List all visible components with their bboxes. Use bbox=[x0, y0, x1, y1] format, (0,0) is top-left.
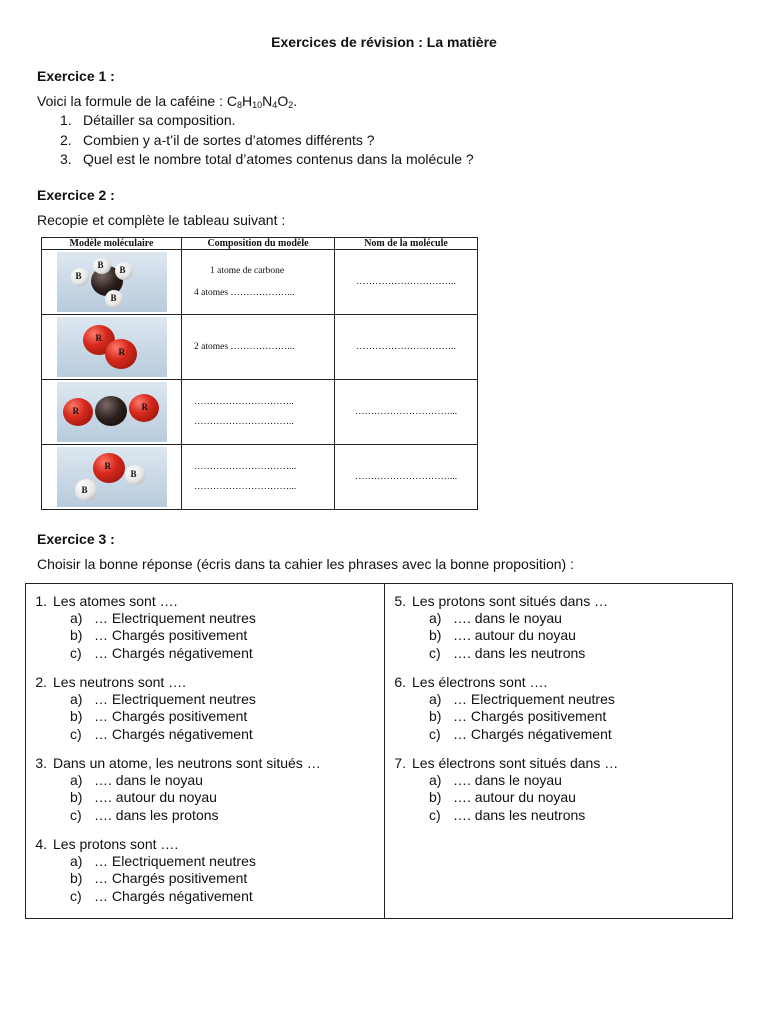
option-letter: b) bbox=[429, 789, 442, 806]
formula-subscript: 4 bbox=[272, 100, 278, 110]
composition-line: 4 atomes ………………... bbox=[194, 288, 295, 298]
composition-cell bbox=[182, 315, 335, 380]
list-number: 2. bbox=[60, 131, 72, 148]
exercise-2-heading: Exercice 2 : bbox=[37, 187, 115, 203]
atom-label: B bbox=[81, 485, 88, 495]
question-number: 6. bbox=[394, 674, 406, 690]
table-header: Nom de la molécule bbox=[335, 238, 478, 250]
answer-option bbox=[384, 726, 615, 743]
page-title: Exercices de révision : La matière bbox=[271, 34, 497, 50]
answer-option bbox=[25, 807, 321, 824]
name-cell: ………………………….. bbox=[335, 250, 478, 315]
question-text: Dans un atome, les neutrons sont situés … bbox=[53, 755, 321, 771]
molecule-image-cell bbox=[42, 315, 182, 380]
option-text: … Electriquement neutres bbox=[453, 691, 615, 708]
answer-option bbox=[384, 789, 618, 806]
atom-label: R bbox=[141, 402, 148, 412]
qcm-question bbox=[384, 593, 608, 662]
option-letter: c) bbox=[429, 644, 441, 661]
qcm-question bbox=[25, 593, 256, 662]
table-row bbox=[42, 250, 478, 315]
list-item bbox=[60, 111, 474, 131]
option-letter: a) bbox=[70, 691, 83, 708]
formula-symbol: N bbox=[262, 93, 273, 109]
answer-option bbox=[25, 645, 256, 662]
option-text: … Chargés positivement bbox=[453, 708, 607, 725]
composition-cell bbox=[182, 250, 335, 315]
question-text: Les protons sont …. bbox=[53, 836, 179, 852]
molecule-image-cell bbox=[42, 445, 182, 510]
option-text: … Chargés négativement bbox=[453, 725, 612, 742]
list-number: 3. bbox=[60, 151, 72, 167]
list-item bbox=[60, 150, 474, 170]
option-text: …. dans le noyau bbox=[453, 772, 562, 789]
name-cell: …………………………... bbox=[335, 380, 478, 445]
table-row bbox=[42, 315, 478, 380]
qcm-question bbox=[25, 755, 321, 824]
qcm-question bbox=[25, 836, 256, 905]
list-number: 1. bbox=[60, 112, 72, 128]
option-letter: c) bbox=[429, 725, 441, 742]
answer-option bbox=[25, 888, 256, 905]
atom-label: R bbox=[118, 347, 125, 357]
answer-option bbox=[25, 853, 256, 870]
option-letter: b) bbox=[70, 789, 83, 806]
answer-option bbox=[384, 708, 615, 725]
option-letter: c) bbox=[70, 725, 82, 742]
option-letter: a) bbox=[429, 610, 442, 627]
formula-symbol: . bbox=[293, 93, 298, 109]
qcm-question bbox=[384, 674, 615, 743]
option-text: … Chargés positivement bbox=[94, 627, 248, 644]
option-letter: c) bbox=[70, 887, 82, 904]
answer-option bbox=[25, 726, 256, 743]
question-text: Les électrons sont situés dans … bbox=[412, 755, 619, 771]
answer-option bbox=[25, 772, 321, 789]
atom-label: B bbox=[110, 293, 117, 303]
composition-line: ………………………….. bbox=[194, 397, 294, 407]
exercise-2-intro: Recopie et complète le tableau suivant : bbox=[37, 212, 286, 228]
question-text: Les atomes sont …. bbox=[53, 593, 178, 609]
atom-label: R bbox=[95, 333, 102, 343]
option-text: …. dans les protons bbox=[94, 806, 219, 823]
atom-label: B bbox=[119, 265, 126, 275]
composition-line: …………………………... bbox=[194, 482, 297, 492]
option-letter: c) bbox=[70, 806, 82, 823]
option-text: … Chargés positivement bbox=[94, 708, 248, 725]
atom-label: B bbox=[75, 271, 82, 281]
answer-option bbox=[25, 610, 256, 627]
answer-option bbox=[25, 789, 321, 806]
table-header-row bbox=[42, 238, 478, 250]
molecule-image-cell bbox=[42, 250, 182, 315]
option-text: … Chargés négativement bbox=[94, 644, 253, 661]
caffeine-formula bbox=[227, 93, 297, 109]
answer-option bbox=[25, 627, 256, 644]
composition-cell bbox=[182, 445, 335, 510]
molecule-image-cell bbox=[42, 380, 182, 445]
formula-symbol: O bbox=[277, 93, 289, 109]
carbon-dioxide-model-image bbox=[57, 382, 167, 442]
option-text: …. dans les neutrons bbox=[453, 644, 586, 661]
option-text: … Electriquement neutres bbox=[94, 853, 256, 870]
atom-label: B bbox=[130, 469, 137, 479]
option-letter: a) bbox=[429, 691, 442, 708]
question-number: 7. bbox=[394, 755, 406, 771]
water-model-image bbox=[57, 447, 167, 507]
option-letter: b) bbox=[429, 627, 442, 644]
atom-label: B bbox=[97, 260, 104, 270]
option-text: …. autour du noyau bbox=[453, 789, 576, 806]
question-number: 2. bbox=[35, 674, 47, 690]
table-header: Modèle moléculaire bbox=[42, 238, 182, 250]
question-text: Les neutrons sont …. bbox=[53, 674, 187, 690]
option-letter: b) bbox=[429, 708, 442, 725]
table-header: Composition du modèle bbox=[182, 238, 335, 250]
option-text: … Electriquement neutres bbox=[94, 691, 256, 708]
composition-line: 2 atomes ………………... bbox=[194, 342, 295, 352]
option-text: … Electriquement neutres bbox=[94, 610, 256, 627]
question-number: 4. bbox=[35, 836, 47, 852]
composition-line: 1 atome de carbone bbox=[210, 266, 285, 276]
option-text: …. dans le noyau bbox=[453, 610, 562, 627]
option-letter: b) bbox=[70, 708, 83, 725]
answer-option bbox=[384, 807, 618, 824]
option-text: … Chargés positivement bbox=[94, 870, 248, 887]
option-letter: a) bbox=[70, 772, 83, 789]
list-item bbox=[60, 131, 474, 151]
composition-cell bbox=[182, 380, 335, 445]
exercise-1-intro-text: Voici la formule de la caféine : bbox=[37, 93, 227, 109]
answer-option bbox=[384, 610, 608, 627]
exercise-1-list bbox=[60, 111, 474, 170]
formula-subscript: 10 bbox=[252, 100, 263, 110]
methane-model-image bbox=[57, 252, 167, 312]
table-row bbox=[42, 445, 478, 510]
question-number: 1. bbox=[35, 593, 47, 609]
option-text: … Chargés négativement bbox=[94, 725, 253, 742]
option-text: …. autour du noyau bbox=[453, 627, 576, 644]
option-text: …. dans les neutrons bbox=[453, 806, 586, 823]
answer-option bbox=[384, 627, 608, 644]
option-letter: a) bbox=[70, 610, 83, 627]
atom-label: R bbox=[104, 461, 111, 471]
answer-option bbox=[384, 772, 618, 789]
option-letter: b) bbox=[70, 627, 83, 644]
list-text: Combien y a-t’il de sortes d’atomes différents ? bbox=[83, 131, 375, 148]
exercise-3-intro: Choisir la bonne réponse (écris dans ta cahier les phrases avec la bonne proposition) : bbox=[37, 556, 574, 572]
answer-option bbox=[25, 870, 256, 887]
atom-label: R bbox=[72, 406, 79, 416]
answer-option bbox=[25, 691, 256, 708]
question-number: 3. bbox=[35, 755, 47, 771]
formula-subscript: 2 bbox=[288, 100, 294, 110]
answer-option bbox=[384, 691, 615, 708]
option-text: …. dans le noyau bbox=[94, 772, 203, 789]
list-text: Quel est le nombre total d’atomes contenus dans la molécule ? bbox=[83, 151, 474, 167]
option-letter: c) bbox=[70, 644, 82, 661]
option-letter: b) bbox=[70, 870, 83, 887]
answer-option bbox=[384, 645, 608, 662]
composition-line: ………………………….. bbox=[194, 417, 294, 427]
formula-subscript: 8 bbox=[237, 100, 243, 110]
qcm-question bbox=[25, 674, 256, 743]
name-cell: ………………………….. bbox=[335, 315, 478, 380]
formula-symbol: H bbox=[242, 93, 253, 109]
name-cell: …………………………... bbox=[335, 445, 478, 510]
option-text: …. autour du noyau bbox=[94, 789, 217, 806]
dioxygen-model-image bbox=[57, 317, 167, 377]
option-letter: a) bbox=[429, 772, 442, 789]
exercise-1-heading: Exercice 1 : bbox=[37, 68, 115, 84]
question-number: 5. bbox=[394, 593, 406, 609]
option-letter: a) bbox=[70, 853, 83, 870]
composition-line: …………………………... bbox=[194, 462, 297, 472]
table-row bbox=[42, 380, 478, 445]
answer-option bbox=[25, 708, 256, 725]
question-text: Les protons sont situés dans … bbox=[412, 593, 609, 609]
molecule-table bbox=[41, 237, 478, 510]
qcm-question bbox=[384, 755, 618, 824]
option-text: … Chargés négativement bbox=[94, 887, 253, 904]
option-letter: c) bbox=[429, 806, 441, 823]
exercise-1-intro bbox=[37, 93, 297, 109]
exercise-3-heading: Exercice 3 : bbox=[37, 531, 115, 547]
list-text: Détailler sa composition. bbox=[83, 112, 236, 128]
formula-symbol: C bbox=[226, 93, 238, 109]
question-text: Les électrons sont …. bbox=[412, 674, 548, 690]
